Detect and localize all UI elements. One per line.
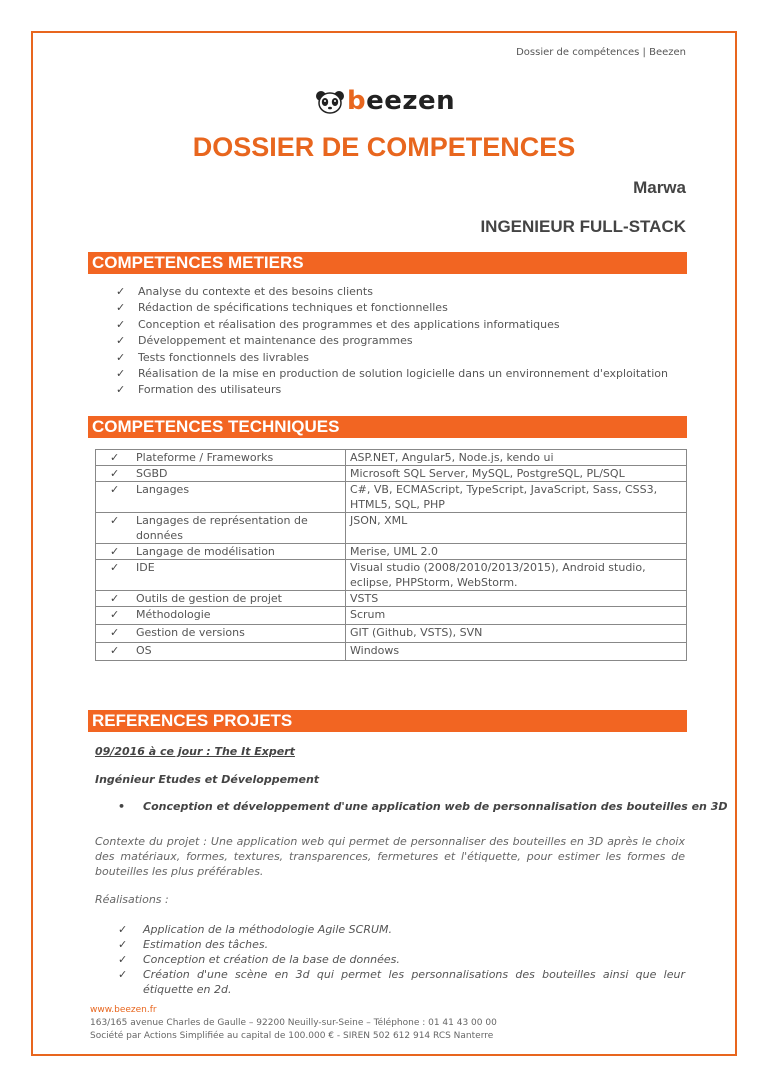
- table-row: ✓ Gestion de versions GIT (Github, VSTS), SVN: [96, 625, 687, 643]
- check-icon: ✓: [118, 968, 128, 981]
- check-icon: ✓: [116, 383, 126, 397]
- page-footer: [90, 1004, 497, 1043]
- check-icon: ✓: [110, 467, 120, 480]
- realisations-label: Réalisations :: [95, 893, 169, 906]
- project-title: • Conception et développement d'une application web de personnalisation des bouteilles en 3D: [118, 800, 728, 813]
- list-item: ✓ Tests fonctionnels des livrables: [116, 350, 668, 366]
- list-item: ✓ Conception et réalisation des programmes et des applications informatiques: [116, 317, 668, 333]
- table-row: ✓ OS Windows: [96, 643, 687, 661]
- panda-face-icon: [313, 88, 347, 114]
- table-row: ✓ Langages C#, VB, ECMAScript, TypeScript, JavaScript, Sass, CSS3, HTML5, SQL, PHP: [96, 482, 687, 513]
- check-icon: ✓: [116, 285, 126, 298]
- check-icon: ✓: [110, 545, 120, 558]
- section-competences-metiers: COMPETENCES METIERS: [88, 252, 687, 274]
- check-icon: ✓: [110, 561, 120, 574]
- realisations-list: [118, 922, 685, 997]
- check-icon: ✓: [110, 514, 120, 527]
- table-row: ✓ SGBD Microsoft SQL Server, MySQL, PostgreSQL, PL/SQL: [96, 466, 687, 482]
- section-competences-techniques: COMPETENCES TECHNIQUES: [88, 416, 687, 438]
- check-icon: ✓: [118, 953, 128, 966]
- list-item: ✓ Rédaction de spécifications techniques et fonctionnelles: [116, 300, 668, 316]
- check-icon: ✓: [116, 334, 126, 348]
- check-icon: ✓: [116, 317, 126, 331]
- table-row: ✓ Méthodologie Scrum: [96, 607, 687, 625]
- document-title: DOSSIER DE COMPETENCES: [192, 132, 576, 162]
- check-icon: ✓: [110, 483, 120, 496]
- check-icon: ✓: [110, 644, 120, 657]
- check-icon: ✓: [110, 451, 120, 464]
- bullet-icon: •: [118, 800, 126, 813]
- list-item: ✓ Formation des utilisateurs: [116, 382, 668, 398]
- header-text: Dossier de compétences | Beezen: [516, 47, 686, 58]
- logo-wordmark: beezen: [347, 86, 456, 116]
- list-item: ✓ Analyse du contexte et des besoins clients: [116, 284, 668, 300]
- table-row: ✓ Langages de représentation de données JSON, XML: [96, 513, 687, 544]
- footer-address: 163/165 avenue Charles de Gaulle – 92200 Neuilly-sur-Seine – Téléphone : 01 41 43 00 00: [90, 1018, 497, 1028]
- project-period: 09/2016 à ce jour : The It Expert: [95, 745, 295, 758]
- check-icon: ✓: [116, 301, 126, 315]
- check-icon: ✓: [116, 350, 126, 364]
- check-icon: ✓: [110, 626, 120, 639]
- candidate-name: Marwa: [633, 178, 686, 197]
- table-row: ✓ Plateforme / Frameworks ASP.NET, Angular5, Node.js, kendo ui: [96, 450, 687, 466]
- check-icon: ✓: [118, 923, 128, 936]
- list-item: ✓ Développement et maintenance des programmes: [116, 333, 668, 349]
- check-icon: ✓: [116, 366, 126, 380]
- table-row: ✓ Langage de modélisation Merise, UML 2.0: [96, 544, 687, 560]
- table-row: ✓ Outils de gestion de projet VSTS: [96, 591, 687, 607]
- list-item: ✓ Création d'une scène en 3d qui permet les personnalisations des bouteilles ainsi que leur étiquette en 2d.: [118, 968, 685, 996]
- section-references-projets: REFERENCES PROJETS: [88, 710, 687, 732]
- footer-legal: Société par Actions Simplifiée au capital de 100.000 € - SIREN 502 612 914 RCS Nanterre: [90, 1031, 494, 1041]
- metiers-list: [116, 284, 668, 399]
- project-position: Ingénieur Etudes et Développement: [95, 773, 320, 786]
- check-icon: ✓: [118, 938, 128, 951]
- list-item: ✓ Application de la méthodologie Agile SCRUM.: [118, 923, 393, 936]
- list-item: ✓ Réalisation de la mise en production de solution logicielle dans un environnement d'exploitation: [116, 366, 668, 382]
- beezen-logo: [313, 86, 455, 116]
- check-icon: ✓: [110, 592, 120, 605]
- list-item: ✓ Estimation des tâches.: [118, 938, 269, 951]
- check-icon: ✓: [110, 608, 120, 621]
- technical-skills-table: [95, 449, 687, 661]
- footer-url[interactable]: www.beezen.fr: [90, 1005, 157, 1015]
- candidate-role: INGENIEUR FULL-STACK: [480, 217, 686, 236]
- table-row: ✓ IDE Visual studio (2008/2010/2013/2015), Android studio, eclipse, PHPStorm, WebStorm.: [96, 560, 687, 591]
- list-item: ✓ Conception et création de la base de données.: [118, 953, 400, 966]
- project-context: Contexte du projet : Une application web qui permet de personnaliser des bouteilles en 3D après le choix des matériaux, formes, textures, transparences, fermetures et l'étiquette, pour estimer les formes de bouteilles les plus préférables.: [95, 835, 685, 878]
